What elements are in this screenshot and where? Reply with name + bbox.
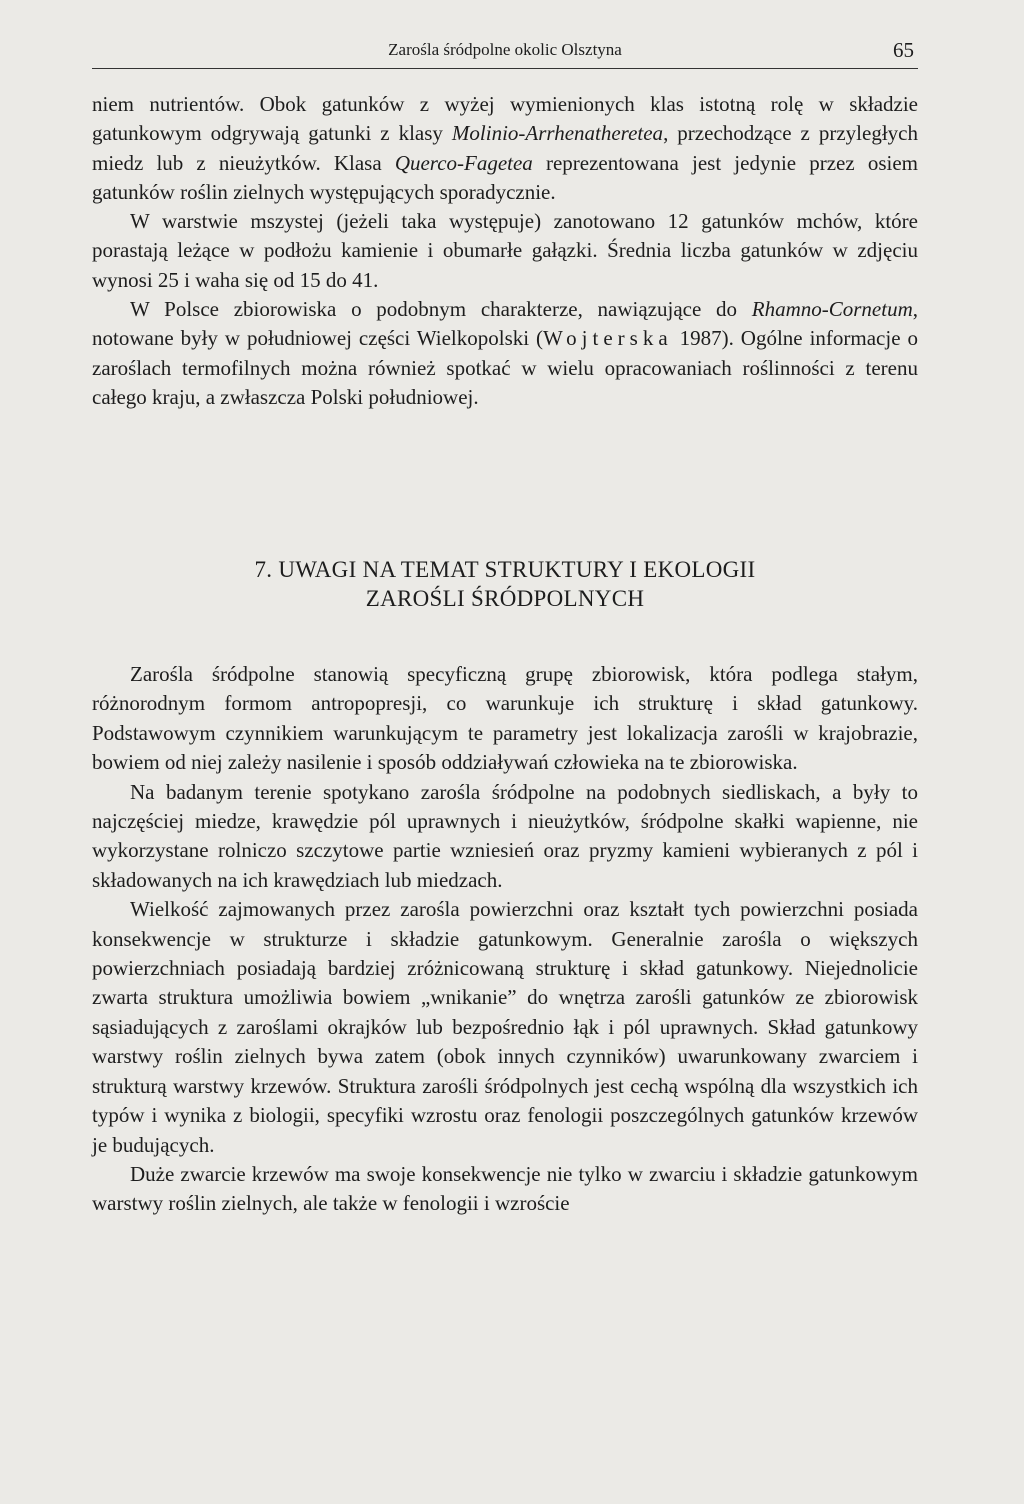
taxon-name: Molinio-Arrhenatheretea	[451, 121, 664, 146]
section-heading	[92, 555, 918, 613]
intro-text	[92, 90, 918, 412]
author-citation: Wojterska	[543, 326, 673, 351]
text-run: , przechodzące z przyległych miedz lub z nieużytków. Klasa	[92, 121, 918, 175]
section-body	[92, 660, 918, 1219]
text-run: , notowane były w południowej części Wielkopolski (	[92, 297, 918, 351]
paragraph: W warstwie mszystej (jeżeli taka występuje) zanotowano 12 gatunków mchów, które porastają leżące w podłożu kamienie i obumarłe gałązki. Średnia liczba gatunków w zdjęciu wynosi 25 i waha się od 15 do 41.	[92, 209, 918, 292]
taxon-name: Querco-Fagetea	[394, 150, 533, 175]
paragraph: Zarośla śródpolne stanowią specyficzną grupę zbiorowisk, która podlega stałym, różnorodnym formom antropopresji, co warunkuje ich strukturę i skład gatunkowy. Podstawowym czynnikiem warunkującym te parametry jest lokalizacja zarośli w krajobrazie, bowiem od niej zależy nasilenie i sposób oddziaływań człowieka na te zbiorowiska.	[92, 662, 918, 775]
paragraph: Wielkość zajmowanych przez zarośla powierzchni oraz kształt tych powierzchni posiada konsekwencje w strukturze i składzie gatunkowym. Generalnie zarośla o większych powierzchniach posiadają bardziej zróżnicowaną strukturę i skład gatunkowy. Niejednolicie zwarta struktura umożliwia bowiem „wnikanie” do wnętrza zarośli gatunków ze zbiorowisk sąsiadujących z zaroślami okrajków lub bezpośrednio łąk i pól uprawnych. Skład gatunkowy warstwy roślin zielnych bywa zatem (obok innych czynników) uwarunkowany zwarciem i strukturą warstwy krzewów. Struktura zarośli śródpolnych jest cechą wspólną dla wszystkich ich typów i wynika z biologii, specyfiki wzrostu oraz fenologii poszczególnych gatunków krzewów je budujących.	[92, 897, 918, 1157]
paragraph	[92, 295, 918, 412]
running-title: Zarośla śródpolne okolic Olsztyna	[388, 40, 622, 59]
section-heading-line: 7. UWAGI NA TEMAT STRUKTURY I EKOLOGII	[254, 557, 756, 582]
section-heading-line: ZAROŚLI ŚRÓDPOLNYCH	[365, 586, 645, 611]
taxon-name: Rhamno-Cornetum	[751, 297, 913, 322]
text-run: reprezentowana jest jedynie przez osiem gatunków roślin zielnych występujących sporadycznie.	[92, 150, 918, 204]
page-number: 65	[893, 38, 914, 62]
text-run: niem nutrientów. Obok gatunków z wyżej wymienionych klas istotną rolę w składzie gatunkowym odgrywają gatunki z klasy	[92, 92, 918, 146]
running-header	[92, 36, 918, 69]
text-run: 1987). Ogólne informacje o zaroślach termofilnych można również spotkać w wielu opracowaniach roślinności z terenu całego kraju, a zwłaszcza Polski południowej.	[92, 326, 918, 409]
text-run: W Polsce zbiorowiska o podobnym charakterze, nawiązujące do	[130, 297, 752, 322]
paragraph	[92, 90, 918, 207]
paragraph: Na badanym terenie spotykano zarośla śródpolne na podobnych siedliskach, a były to najczęściej miedze, krawędzie pól uprawnych i nieużytków, śródpolne skałki wapienne, nie wykorzystane rolniczo szczytowe partie wzniesień oraz pryzmy kamieni wybieranych z pól i składowanych na ich krawędziach lub miedzach.	[92, 779, 918, 892]
paragraph: Duże zwarcie krzewów ma swoje konsekwencje nie tylko w zwarciu i składzie gatunkowym warstwy roślin zielnych, ale także w fenologii i wzroście	[92, 1161, 918, 1216]
